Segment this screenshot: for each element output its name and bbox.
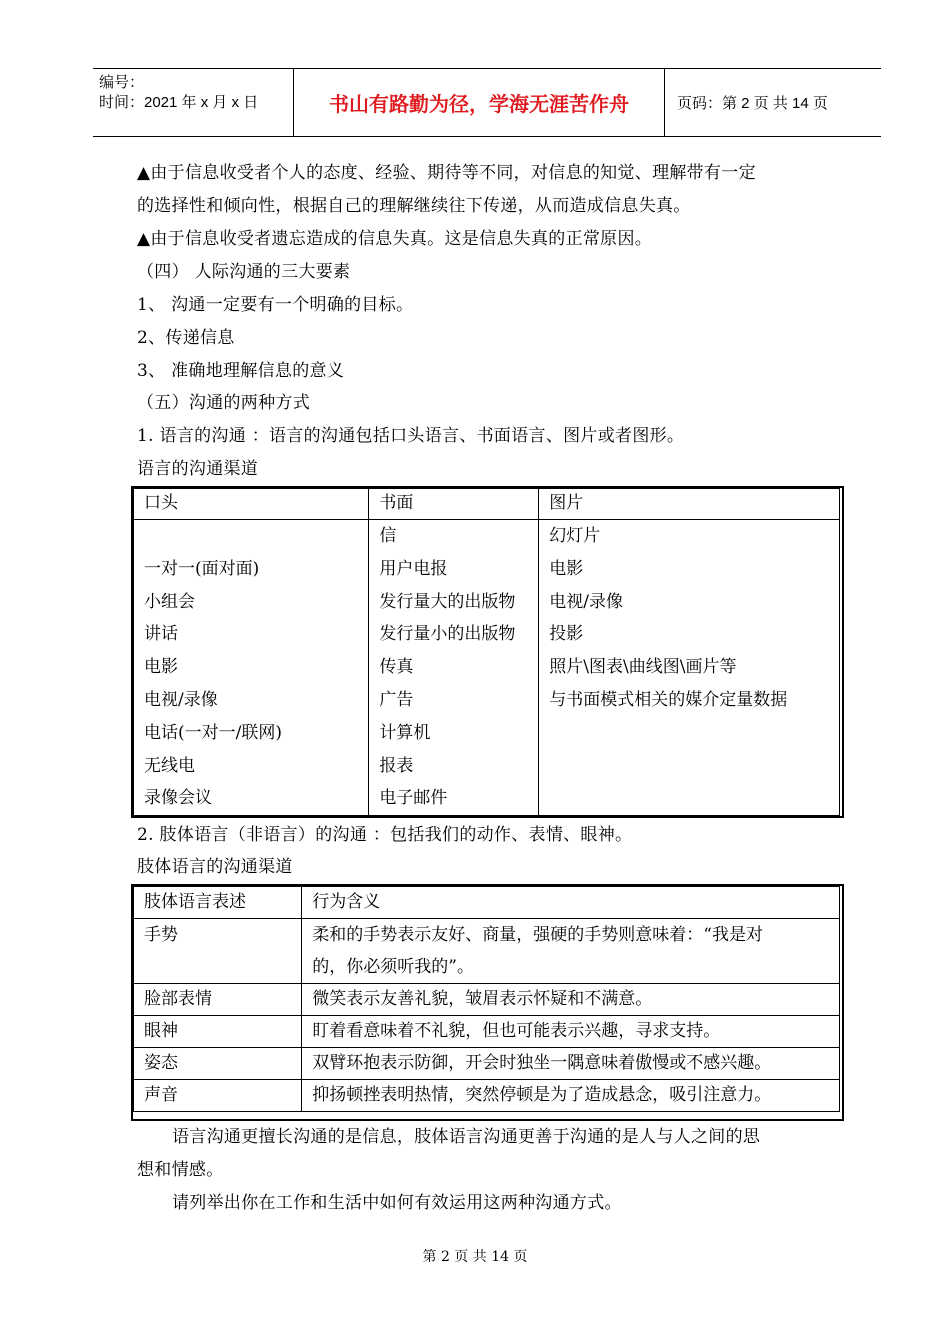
list-item: 用户电报 — [379, 558, 448, 579]
list-item: 一对一(面对面) — [144, 558, 260, 579]
written-channels-cell — [369, 520, 539, 816]
list-item: 电子邮件 — [379, 788, 448, 809]
gesture-type-cell: 手势 — [134, 919, 302, 984]
nonverbal-channels-table — [133, 886, 840, 1112]
document-time-label: 时间：2021 年 x 月 x 日 — [99, 94, 259, 111]
picture-channels-cell — [539, 520, 840, 816]
list-item: 信 — [379, 526, 397, 546]
list-item: 1、 沟通一定要有一个明确的目标。 — [137, 295, 414, 315]
list-item: 照片\图表\曲线图\画片等 — [549, 657, 737, 678]
paragraph-line: ▲由于信息收受者遗忘造成的信息失真。这是信息失真的正常原因。 — [137, 229, 653, 249]
list-item: 2、传递信息 — [137, 328, 235, 348]
paragraph-line: 的选择性和倾向性，根据自己的理解继续往下传递，从而造成信息失真。 — [137, 196, 691, 216]
page-footer: 第 2 页 共 14 页 — [422, 1249, 528, 1265]
document-number-label: 编号： — [99, 74, 145, 91]
table-row — [134, 1016, 840, 1048]
table-header-cell: 口头 — [134, 489, 369, 520]
list-item — [144, 520, 358, 553]
list-item: 3、 准确地理解信息的意义 — [137, 361, 345, 381]
table-header-cell: 图片 — [539, 489, 840, 520]
paragraph-line: 请列举出你在工作和生活中如何有效运用这两种沟通方式。 — [172, 1193, 622, 1213]
paragraph-line: 想和情感。 — [137, 1160, 224, 1180]
list-item: 电视/录像 — [549, 591, 624, 612]
list-item: 幻灯片 — [549, 526, 601, 546]
list-item: 发行量大的出版物 — [379, 591, 516, 612]
list-item: 小组会 — [144, 591, 195, 612]
gesture-type-cell: 姿态 — [134, 1048, 302, 1080]
paragraph-line: 语言沟通更擅长沟通的是信息，肢体语言沟通更善于沟通的是人与人之间的思 — [172, 1127, 761, 1147]
header-motto: 书山有路勤为径，学海无涯苦作舟 — [294, 69, 665, 136]
gesture-meaning-cell: 微笑表示友善礼貌，皱眉表示怀疑和不满意。 — [302, 984, 840, 1016]
list-item: 电视/录像 — [144, 689, 218, 710]
list-item: 广告 — [379, 689, 414, 710]
table-header-cell: 行为含义 — [302, 887, 840, 919]
gesture-type-cell: 眼神 — [134, 1016, 302, 1048]
header-page-info: 页码：第 2 页 共 14 页 — [677, 95, 828, 112]
table-header-row — [134, 489, 840, 520]
list-item: 无线电 — [144, 755, 195, 776]
page-header — [93, 68, 881, 137]
list-item: 与书面模式相关的媒介定量数据 — [549, 689, 788, 710]
table-caption: 肢体语言的沟通渠道 — [137, 857, 293, 877]
gesture-meaning-cell — [302, 919, 840, 984]
table-header-row — [134, 887, 840, 919]
list-item: 讲话 — [144, 624, 178, 645]
meaning-line: 柔和的手势表示友好、商量，强硬的手势则意味着：“我是对 — [312, 925, 763, 945]
list-item: 电影 — [144, 657, 178, 678]
table-header-cell: 书面 — [369, 489, 539, 520]
table-row — [134, 520, 840, 816]
oral-channels-cell — [134, 520, 369, 816]
table-row — [134, 919, 840, 984]
section-heading: （四） 人际沟通的三大要素 — [137, 262, 351, 282]
list-item: 发行量小的出版物 — [379, 624, 516, 645]
table-row — [134, 984, 840, 1016]
gesture-meaning-cell: 抑扬顿挫表明热情，突然停顿是为了造成悬念，吸引注意力。 — [302, 1080, 840, 1112]
paragraph-line: ▲由于信息收受者个人的态度、经验、期待等不同，对信息的知觉、理解带有一定 — [137, 163, 756, 183]
list-item: 传真 — [379, 657, 414, 678]
meaning-line: 的，你必须听我的”。 — [312, 957, 474, 977]
list-item: 录像会议 — [144, 788, 212, 809]
paragraph-line: 2. 肢体语言（非语言）的沟通 ：包括我们的动作、表情、眼神。 — [137, 825, 633, 845]
gesture-type-cell: 声音 — [134, 1080, 302, 1112]
verbal-channels-table — [133, 488, 840, 816]
table-caption: 语言的沟通渠道 — [137, 459, 259, 479]
list-item: 报表 — [379, 755, 414, 776]
table-header-cell: 肢体语言表述 — [134, 887, 302, 919]
list-item: 电影 — [549, 558, 584, 579]
list-item: 投影 — [549, 624, 584, 645]
paragraph-line: 1. 语言的沟通 ：语言的沟通包括口头语言、书面语言、图片或者图形。 — [137, 426, 685, 446]
table-row — [134, 1080, 840, 1112]
gesture-meaning-cell: 盯着看意味着不礼貌，但也可能表示兴趣，寻求支持。 — [302, 1016, 840, 1048]
list-item: 电话(一对一/联网) — [144, 722, 282, 743]
table-row — [134, 1048, 840, 1080]
list-item: 计算机 — [379, 722, 431, 743]
header-meta — [93, 69, 294, 136]
gesture-type-cell: 脸部表情 — [134, 984, 302, 1016]
section-heading: （五）沟通的两种方式 — [137, 393, 310, 413]
gesture-meaning-cell: 双臂环抱表示防御，开会时独坐一隅意味着傲慢或不感兴趣。 — [302, 1048, 840, 1080]
